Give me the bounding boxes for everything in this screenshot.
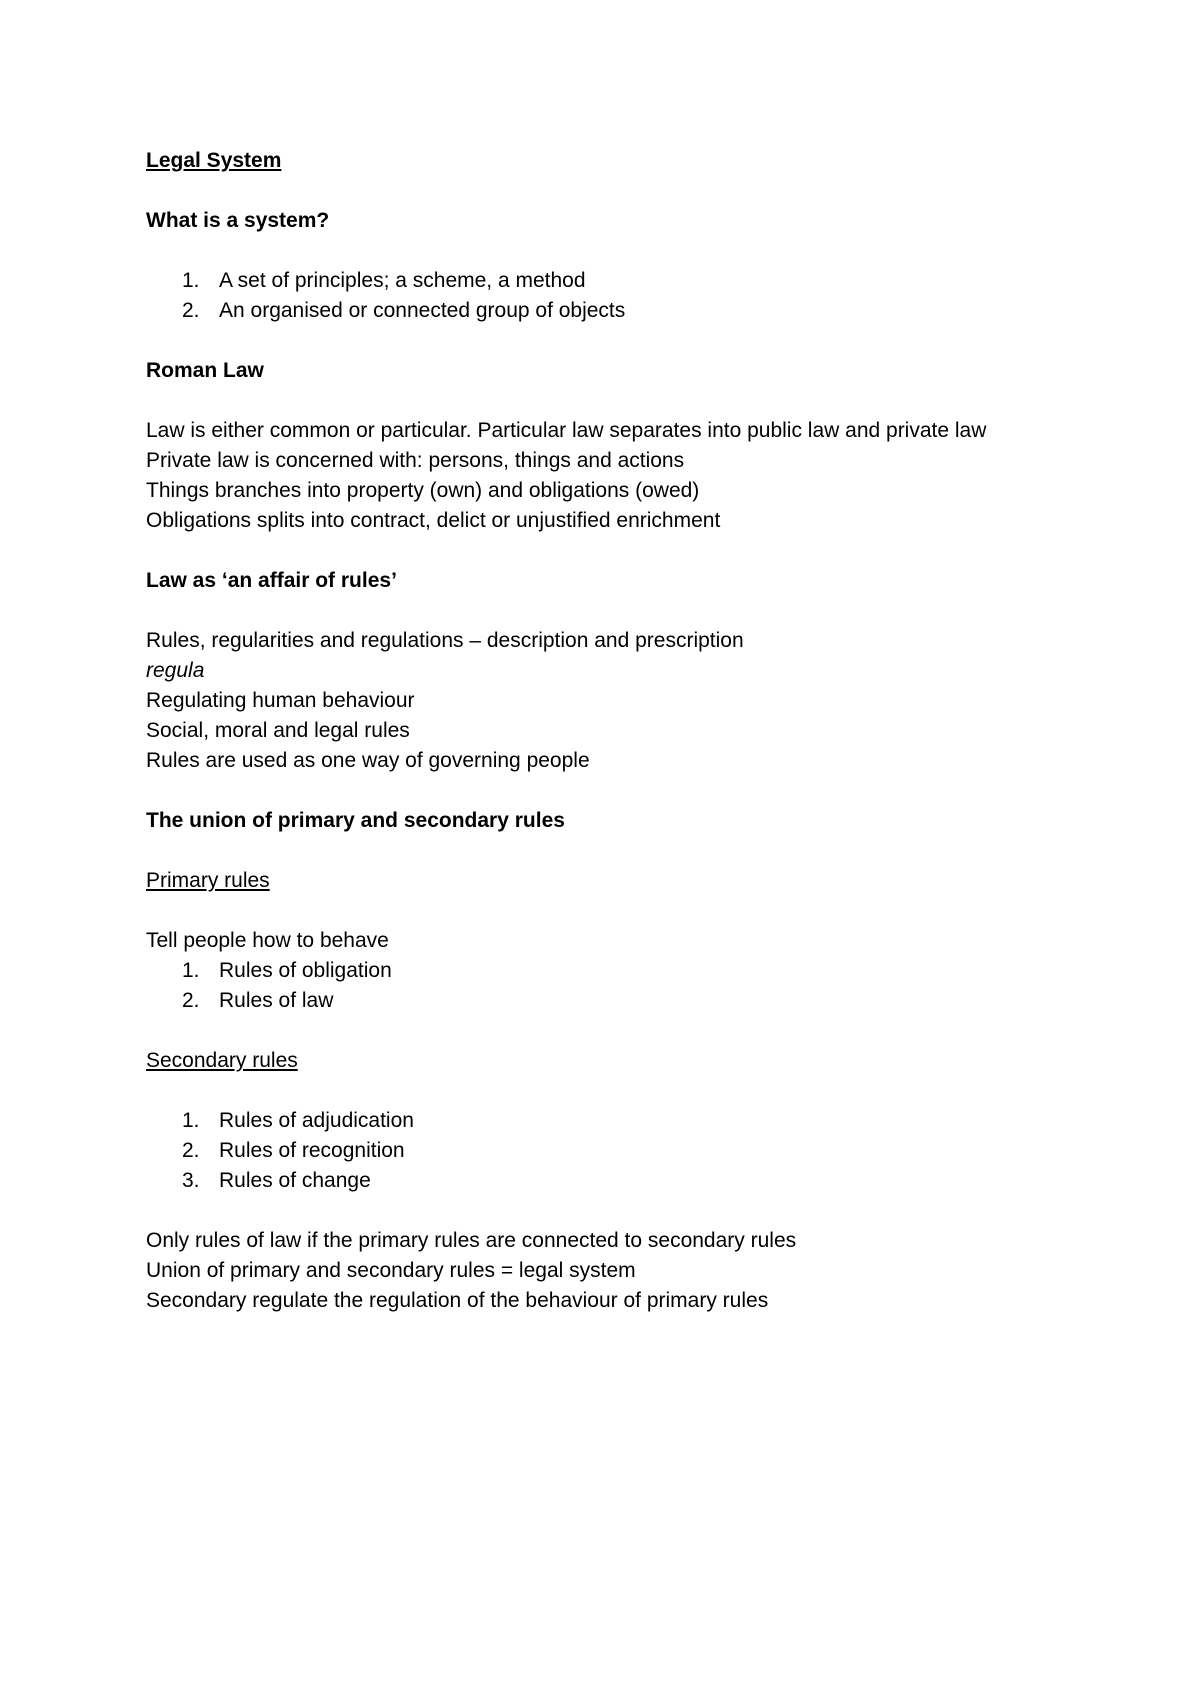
secondary-rules-list [146, 1106, 1106, 1196]
list-item: 2. Rules of recognition [182, 1139, 405, 1162]
primary-rules-list [146, 956, 1106, 1016]
list-item: 2. An organised or connected group of objects [182, 299, 626, 322]
paragraph-line: Tell people how to behave [146, 929, 389, 952]
list-item: 1. Rules of obligation [182, 959, 392, 982]
paragraph-line: Secondary regulate the regulation of the behaviour of primary rules [146, 1289, 769, 1312]
subheading-secondary-rules: Secondary rules [146, 1049, 298, 1072]
list-item: 3. Rules of change [182, 1169, 371, 1192]
paragraph-line: Things branches into property (own) and obligations (owed) [146, 479, 700, 502]
paragraph-line: Union of primary and secondary rules = legal system [146, 1259, 636, 1282]
document-title: Legal System [146, 149, 282, 172]
paragraph-line: Law is either common or particular. Particular law separates into public law and private law [146, 419, 987, 442]
list-item: 1. Rules of adjudication [182, 1109, 414, 1132]
paragraph-line: Only rules of law if the primary rules are connected to secondary rules [146, 1229, 797, 1252]
paragraph-line: Social, moral and legal rules [146, 719, 410, 742]
paragraph-line: Rules, regularities and regulations – description and prescription [146, 629, 744, 652]
heading-roman-law: Roman Law [146, 359, 264, 382]
list-item: 1. A set of principles; a scheme, a method [182, 269, 586, 292]
heading-affair-of-rules: Law as ‘an affair of rules’ [146, 569, 397, 592]
paragraph-line: Obligations splits into contract, delict or unjustified enrichment [146, 509, 721, 532]
italic-term: regula [146, 659, 205, 682]
heading-what-is-a-system: What is a system? [146, 209, 330, 232]
heading-union-of-rules: The union of primary and secondary rules [146, 809, 565, 832]
list-item: 2. Rules of law [182, 989, 334, 1012]
paragraph-line: Private law is concerned with: persons, things and actions [146, 449, 685, 472]
subheading-primary-rules: Primary rules [146, 869, 270, 892]
paragraph-line: Rules are used as one way of governing people [146, 749, 590, 772]
system-definition-list [146, 266, 1106, 326]
document-page [146, 146, 1106, 1316]
paragraph-line: Regulating human behaviour [146, 689, 415, 712]
